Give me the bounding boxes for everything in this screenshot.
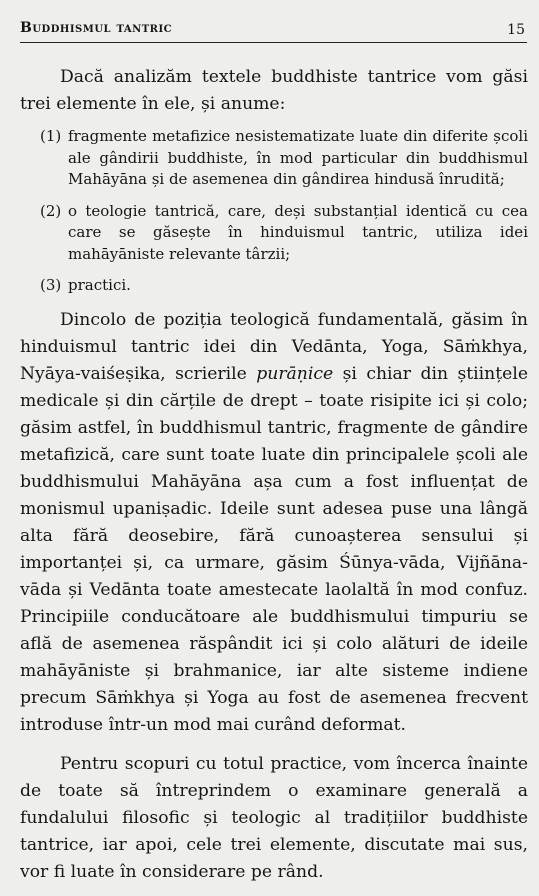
body-text	[20, 64, 528, 886]
paragraph-main-part1: Dincolo de poziția teologică fundamentală, găsim în hinduismul tantric idei din Vedānta, Yoga, Sāṁkhya, Nyāya-vaiśeṣika, scrierile	[20, 309, 528, 384]
list-item	[20, 126, 528, 191]
list-number: (3)	[40, 276, 62, 294]
list-number: (2)	[40, 201, 62, 220]
italic-term: purāṇice	[256, 363, 334, 384]
paragraph-main	[20, 307, 528, 739]
list-item	[20, 201, 528, 266]
list-item-text: o teologie tantrică, care, deși substanțial identică cu cea care se găsește în hinduismul tantric, utiliza idei mahāyāniste relevante târzii;	[68, 201, 528, 263]
numbered-list	[20, 126, 528, 297]
list-item	[20, 275, 528, 297]
list-number: (1)	[40, 127, 62, 145]
running-title: Buddhismul tantric	[20, 20, 173, 36]
paragraph-final: Pentru scopuri cu totul practice, vom încerca înainte de toate să întreprindem o examinare generală a fundalului filosofic și teologic al tradițiilor buddhiste tantrice, iar apoi, cele trei elemente, discutate mai sus, vor fi luate în considerare pe rând.	[20, 753, 528, 882]
paragraph-intro: Dacă analizăm textele buddhiste tantrice vom găsi trei elemente în ele, și anume:	[20, 67, 528, 114]
list-item-text: fragmente metafizice nesistematizate luate din diferite școli ale gândirii buddhiste, în mod particular din buddhismul Mahāyāna și de asemenea din gândirea hindusă înrudită;	[68, 127, 528, 188]
paragraph-main-part2: și chiar din științele medicale și din cărțile de drept – toate risipite ici și colo; găsim astfel, în buddhismul tantric, fragmente de gândire metafizică, care sunt toate luate din principalele școli ale buddhismului Mahāyāna așa cum a fost influențat de monismul upaniṣadic. Ideile sunt adesea puse una lângă alta fără deosebire, fără cunoașterea sensului și importanței și, ca urmare, găsim Śūnya-vāda, Vijñāna-vāda și Vedānta toate amestecate laolaltă în mod confuz. Principiile conducătoare ale buddhismului timpuriu se află de asemenea răspândit ici și colo alături de ideile mahāyāniste și brahmanice, iar alte sisteme indiene precum Sāṁkhya și Yoga au fost de asemenea frecvent introduse într-un mod mai curând deformat.	[20, 363, 528, 735]
running-header	[20, 18, 527, 43]
page-number: 15	[507, 22, 525, 38]
paragraph-gap	[20, 739, 528, 751]
list-item-text: practici.	[68, 276, 131, 294]
